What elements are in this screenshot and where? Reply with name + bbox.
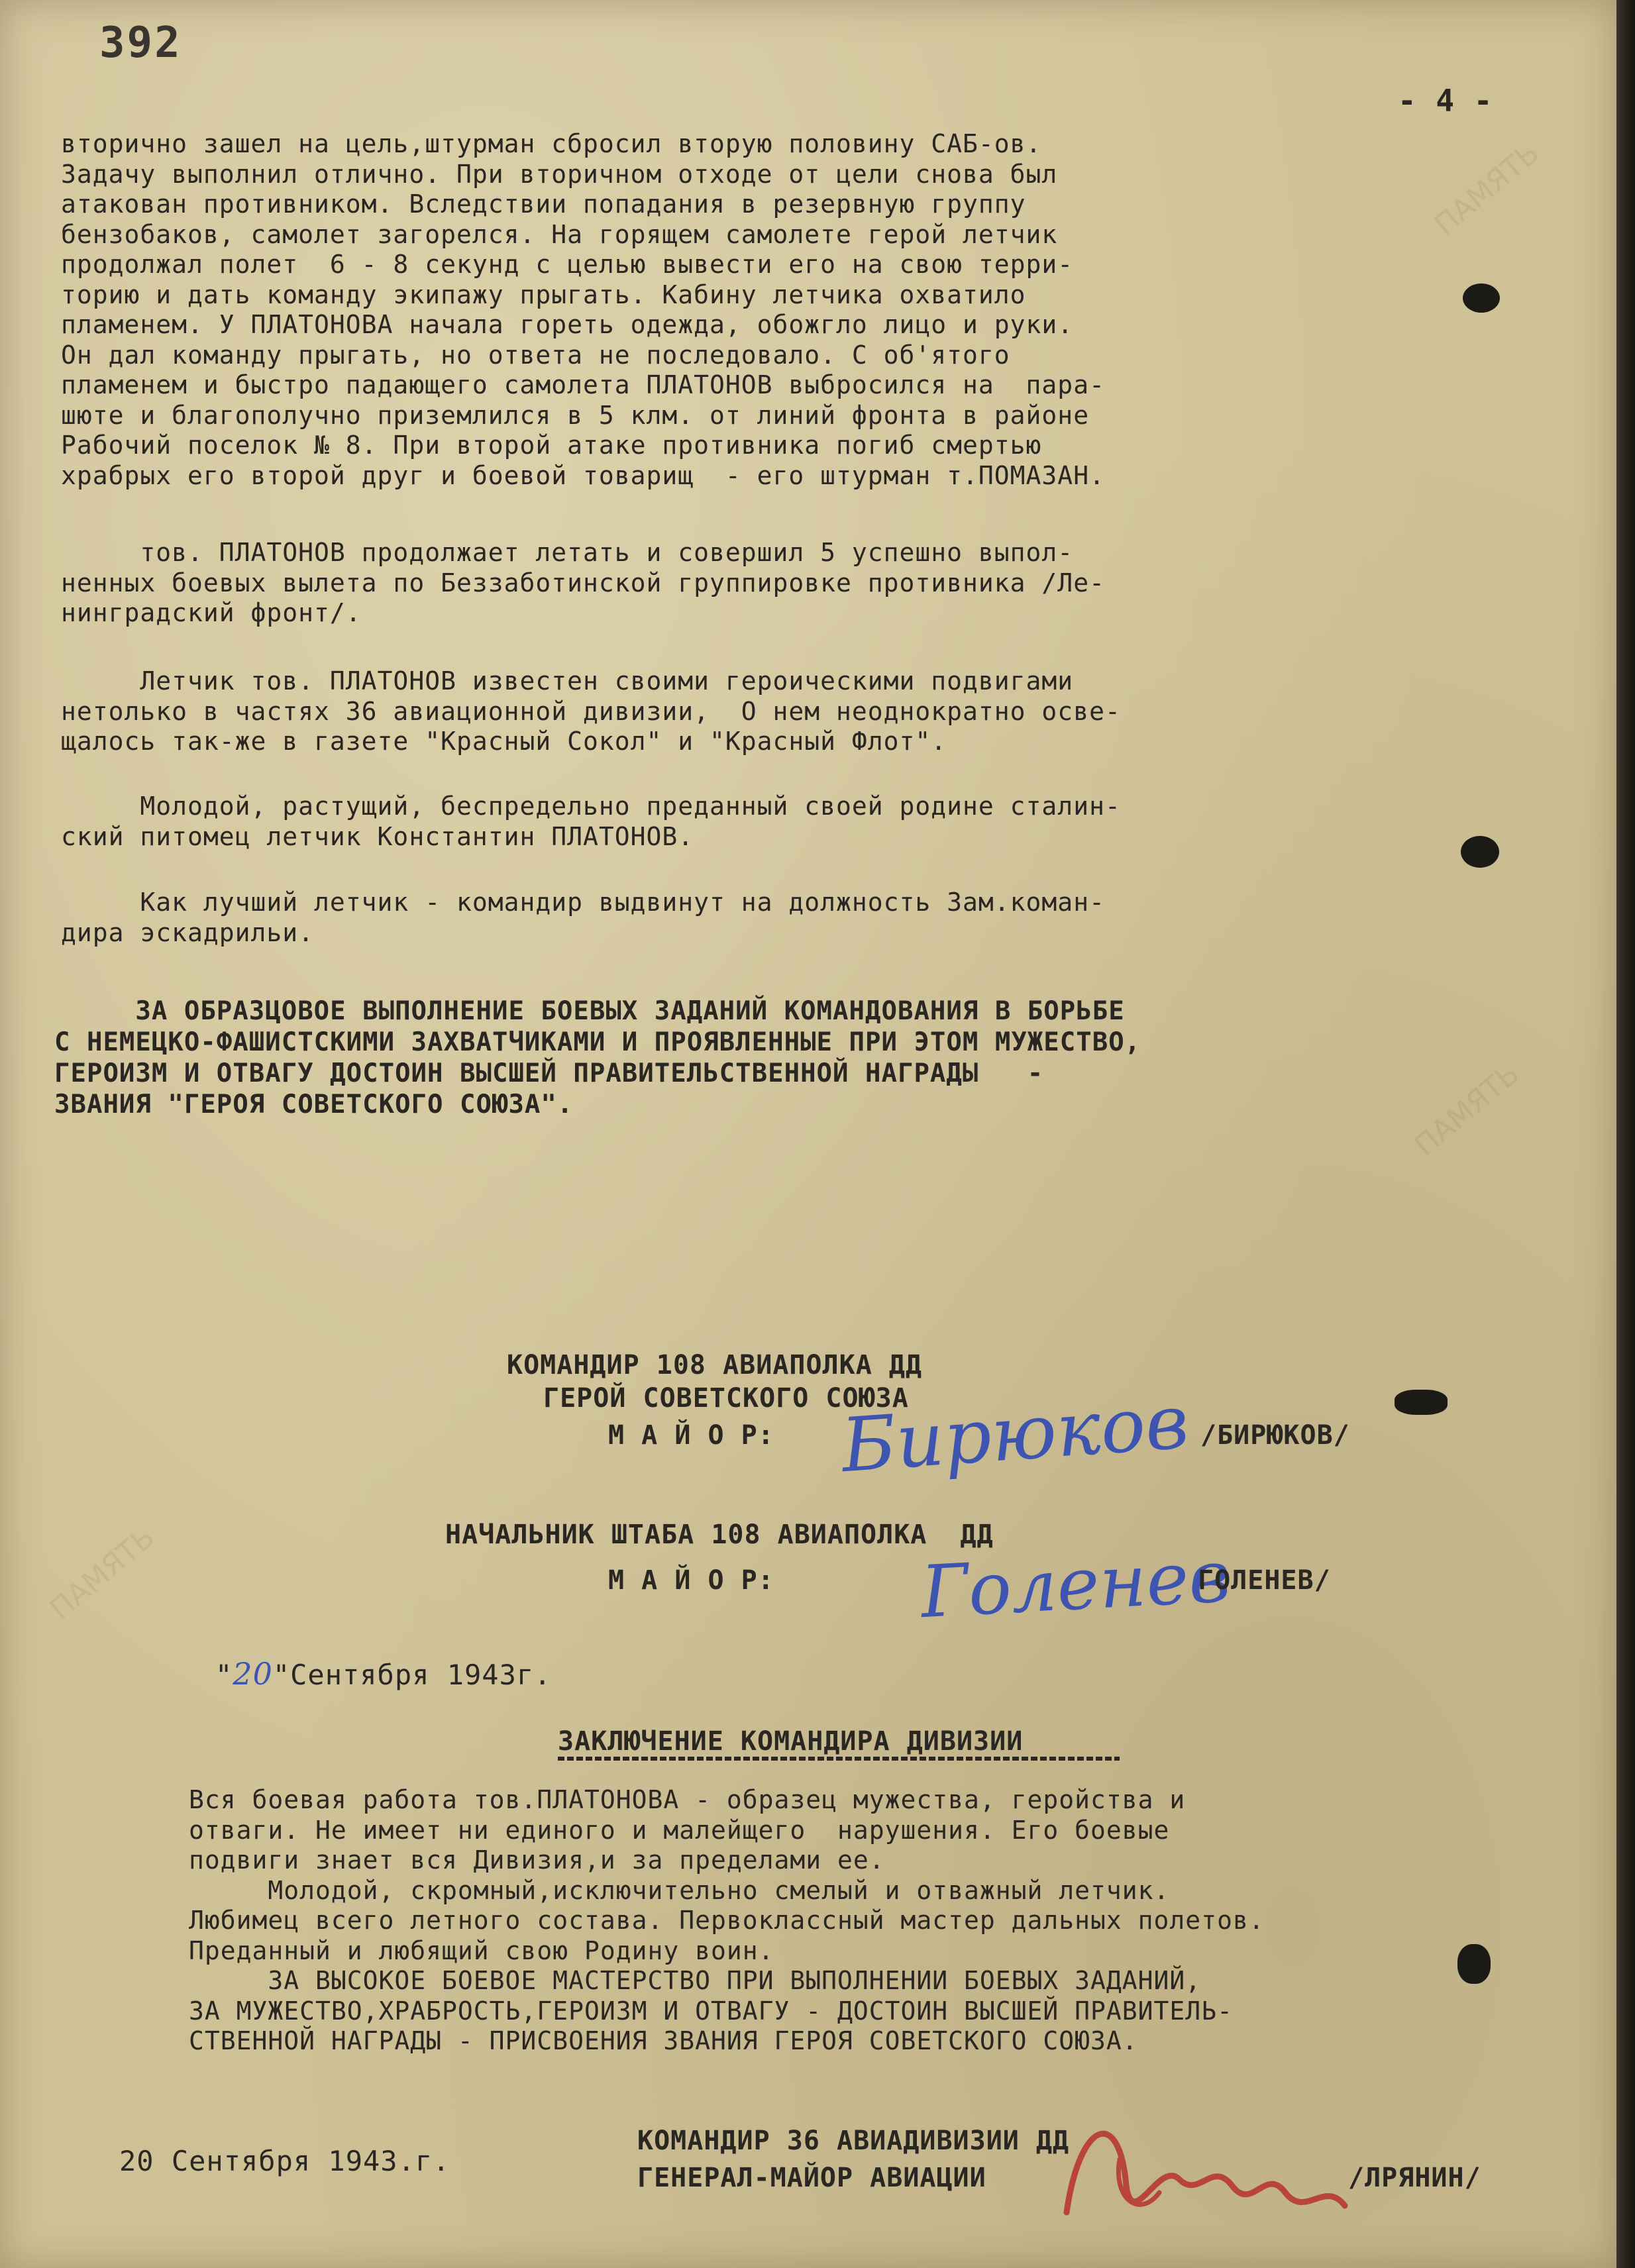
ink-blot (1461, 836, 1499, 868)
ink-blot (1463, 284, 1500, 313)
chief-of-staff-name: ГОЛЕНЕВ/ (1198, 1565, 1331, 1596)
watermark: ПАМЯТЬ (1428, 136, 1546, 242)
commander-title: КОМАНДИР 108 АВИАПОЛКА ДД (507, 1350, 923, 1380)
commander-hero-title: ГЕРОЙ СОВЕТСКОГО СОЮЗА (543, 1383, 909, 1414)
award-statement: ЗА ОБРАЗЦОВОЕ ВЫПОЛНЕНИЕ БОЕВЫХ ЗАДАНИЙ КОМАНДОВАНИЯ В БОРЬБЕ С НЕМЕЦКО-ФАШИСТСКИМИ ЗАХВАТЧИКАМИ И ПРОЯВЛЕННЫЕ ПРИ ЭТОМ МУЖЕСТВО, ГЕРОИЗМ И ОТВАГУ ДОСТОИН ВЫСШЕЙ ПРАВИТЕЛЬСТВЕННОЙ НАГРАДЫ - ЗВАНИЯ "ГЕРОЯ СОВЕТСКОГО СОЮЗА". (54, 996, 1141, 1119)
commander-signature: Бирюков (839, 1378, 1192, 1490)
body-paragraph-4: Молодой, растущий, беспредельно преданный своей родине сталин- ский питомец летчик Константин ПЛАТОНОВ. (61, 792, 1121, 851)
signing-date (215, 1656, 552, 1692)
body-paragraph-5: Как лучший летчик - командир выдвинут на должность Зам.коман- дира эскадрильи. (61, 888, 1105, 947)
body-paragraph-2: тов. ПЛАТОНОВ продолжает летать и совершил 5 успешно выпол- ненных боевых вылета по Беззаботинской группировке противника /Ле- нинградский фронт/. (61, 538, 1105, 627)
date-month-year: "Сентября 1943г. (272, 1659, 552, 1691)
page-number: - 4 - (1398, 83, 1493, 119)
chief-of-staff-rank: М А Й О Р: (608, 1565, 774, 1596)
chief-of-staff-signature: Голенев (919, 1535, 1233, 1635)
watermark: ПАМЯТЬ (1408, 1057, 1526, 1163)
body-paragraph-1: вторично зашел на цель,штурман сбросил вторую половину САБ-ов. Задачу выполнил отлично. При вторичном отходе от цели снова был атакован противником. Вследствии попадания в резервную группу бензобаков, самолет загорелся. На горящем самолете герой летчик продолжал полет 6 - 8 секунд с целью вывести его на свою терри- торию и дать команду экипажу прыгать. Кабину летчика охватило пламенем. У ПЛАТОНОВА начала гореть одежда, обожгло лицо и руки. Он дал команду прыгать, но ответа не последовало. С об'ятого пламенем и быстро падающего самолета ПЛАТОНОВ выбросился на пара- шюте и благополучно приземлился в 5 клм. от линий фронта в районе Рабочий поселок № 8. При второй атаке противника погиб смертью храбрых его второй друг и боевой товарищ - его штурман т.ПОМАЗАН. (61, 129, 1105, 490)
date-open-quote: " (215, 1659, 233, 1691)
archive-number: 392 (99, 19, 182, 68)
division-commander-name: /ЛРЯНИН/ (1348, 2163, 1481, 2193)
division-commander-rank: ГЕНЕРАЛ-МАЙОР АВИАЦИИ (637, 2163, 986, 2193)
conclusion-text: Вся боевая работа тов.ПЛАТОНОВА - образец мужества, геройства и отваги. Не имеет ни единого и малейщего нарушения. Его боевые подвиги знает вся Дивизия,и за пределами ее. Молодой, скромный,исключительно смелый и отважный летчик. Любимец всего летного состава. Первоклассный мастер дальных полетов. Преданный и любящий свою Родину воин. ЗА ВЫСОКОЕ БОЕВОЕ МАСТЕРСТВО ПРИ ВЫПОЛНЕНИИ БОЕВЫХ ЗАДАНИЙ, ЗА МУЖЕСТВО,ХРАБРОСТЬ,ГЕРОИЗМ И ОТВАГУ - ДОСТОИН ВЫСШЕЙ ПРАВИТЕЛЬ- СТВЕННОЙ НАГРАДЫ - ПРИСВОЕНИЯ ЗВАНИЯ ГЕРОЯ СОВЕТСКОГО СОЮЗА. (189, 1785, 1265, 2055)
date-day: 20 (233, 1656, 273, 1692)
commander-name: /БИРЮКОВ/ (1200, 1420, 1350, 1451)
ink-blot (1395, 1390, 1448, 1415)
division-commander-title: КОМАНДИР 36 АВИАДИВИЗИИ ДД (637, 2126, 1070, 2156)
watermark: ПАМЯТЬ (43, 1520, 162, 1627)
ink-blot (1457, 1944, 1491, 1984)
conclusion-date: 20 Сентября 1943.г. (119, 2145, 450, 2177)
chief-of-staff-title: НАЧАЛЬНИК ШТАБА 108 АВИАПОЛКА ДД (445, 1520, 994, 1550)
division-commander-signature (1040, 2080, 1385, 2245)
heading-underline (558, 1757, 1120, 1761)
conclusion-heading: ЗАКЛЮЧЕНИЕ КОМАНДИРА ДИВИЗИИ (558, 1726, 1024, 1757)
scan-edge (1616, 0, 1635, 2268)
body-paragraph-3: Летчик тов. ПЛАТОНОВ известен своими героическими подвигами нетолько в частях 36 авиационной дивизии, О нем неоднократно осве- щалось так-же в газете "Красный Сокол" и "Красный Флот". (61, 666, 1121, 756)
commander-rank: М А Й О Р: (608, 1420, 774, 1451)
